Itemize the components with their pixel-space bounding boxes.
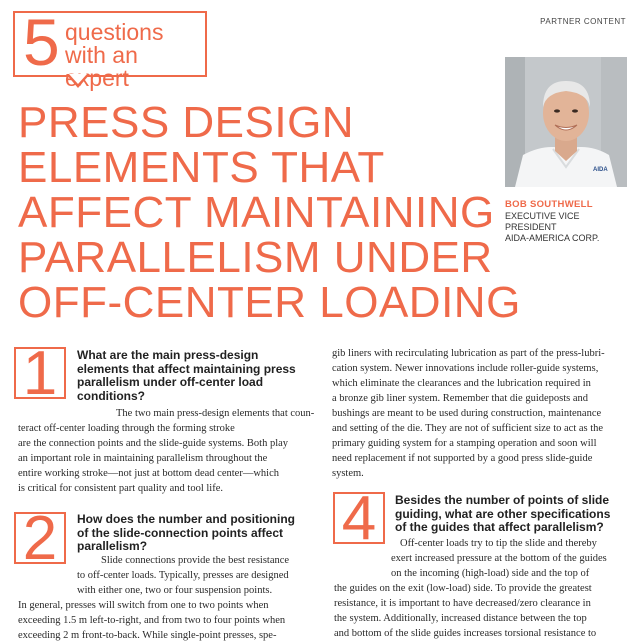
title-line: ELEMENTS THAT [18, 143, 385, 192]
question-line: conditions? [77, 388, 145, 403]
answer-line: an important role in maintaining parallelism throughout the [18, 453, 268, 464]
answer-line: exert increased pressure at the bottom of the guides [391, 553, 607, 564]
answer-line: a bronze gib liner system. Remember that die guideposts and [332, 393, 589, 404]
partner-content-label: PARTNER CONTENT [540, 17, 626, 26]
answer-line: In general, presses will switch from one to two points when [18, 600, 269, 611]
expert-name: BOB SOUTHWELL [505, 199, 593, 210]
answer-1-text [18, 406, 314, 496]
answer-line: The two main press-design elements that coun- [116, 408, 315, 419]
expert-portrait-image [505, 57, 627, 187]
page-title [18, 98, 521, 327]
question-number: 2 [22, 504, 58, 573]
title-line: PRESS DESIGN [18, 98, 355, 147]
expert-title-line: EXECUTIVE VICE [505, 211, 580, 221]
question-4-heading [395, 494, 610, 535]
answer-line: bushings are meant to be used during construction, maintenance [332, 408, 602, 419]
answer-line: system. [332, 468, 364, 479]
answer-4-text [334, 536, 607, 641]
expert-photo [505, 57, 627, 187]
answer-line: which eliminate the clearances and the lubrication required in [332, 378, 591, 389]
answer-line: need replacement if not supported by a good press slide-guide [332, 453, 593, 464]
question-2-heading [77, 513, 295, 554]
answer-line: on the incoming (high-load) side and the top of [391, 568, 590, 579]
question-line: Besides the number of points of slide [395, 493, 610, 507]
expert-title-line: AIDA-AMERICA CORP. [505, 233, 600, 243]
answer-line: teract off-center loading through the forming stroke [18, 423, 235, 434]
question-number: 1 [22, 339, 58, 408]
question-line: of the guides that affect parallelism? [395, 520, 604, 534]
question-number-box-1 [14, 339, 66, 408]
answer-line: resistance, it is important to have decreased/zero clearance in [334, 598, 591, 609]
column-2-continuation [332, 346, 605, 481]
answer-2-text [18, 553, 289, 643]
answer-line: and bottom of the slide guides increases torsional resistance to [334, 628, 597, 639]
answer-line: gib liners with recirculating lubrication as part of the press-lubri- [332, 348, 605, 359]
question-1-heading [77, 349, 296, 403]
answer-line: with either one, two or four suspension points. [77, 585, 273, 596]
question-line: parallelism? [77, 539, 148, 553]
answer-line: the guides on the exit (low-load) side. To provide the greatest [334, 583, 592, 594]
title-line: AFFECT MAINTAINING [18, 188, 495, 237]
badge-line-1: questions [65, 19, 164, 45]
expert-title-line: PRESIDENT [505, 222, 557, 232]
answer-line: Off-center loads try to tip the slide and thereby [400, 538, 597, 549]
answer-line: cation system. Newer innovations include roller-guide systems, [332, 363, 599, 374]
badge-line-2: with an expert [65, 42, 138, 91]
shirt-logo: AIDA [593, 167, 608, 173]
five-questions-badge [13, 5, 207, 91]
badge-number: 5 [23, 5, 60, 79]
question-line: parallelism under off-center load [77, 375, 264, 389]
question-line: guiding, what are other specifications [395, 506, 611, 521]
question-line: of the slide-connection points affect [77, 525, 284, 540]
answer-line: and setting of the die. They are not of sufficient size to act as the [332, 423, 604, 434]
answer-line: exceeding 1.5 m left-to-right, and from two to four points when [18, 615, 286, 626]
title-line: OFF-CENTER LOADING [18, 278, 521, 327]
question-number: 4 [341, 484, 377, 553]
answer-line: the system. Additionally, increased distance between the top [334, 613, 587, 624]
answer-line: to off-center loads. Typically, presses are designed [77, 570, 289, 581]
question-line: What are the main press-design [77, 348, 259, 362]
answer-line: exceeding 2 m front-to-back. While single-point presses, spe- [18, 630, 277, 641]
answer-line: primary guiding system for a stamping operation and soon will [332, 438, 597, 449]
answer-line: is critical for consistent part quality and tool life. [18, 483, 223, 494]
title-line: PARALLELISM UNDER [18, 233, 493, 282]
answer-line: entire working stroke—not just at bottom dead center—which [18, 468, 279, 479]
answer-line: Slide connections provide the best resistance [101, 555, 290, 566]
question-line: How does the number and positioning [77, 512, 295, 526]
question-line: elements that affect maintaining press [77, 361, 296, 376]
answer-line: are the connection points and the slide-guide systems. Both play [18, 438, 289, 449]
expert-title [505, 211, 635, 244]
